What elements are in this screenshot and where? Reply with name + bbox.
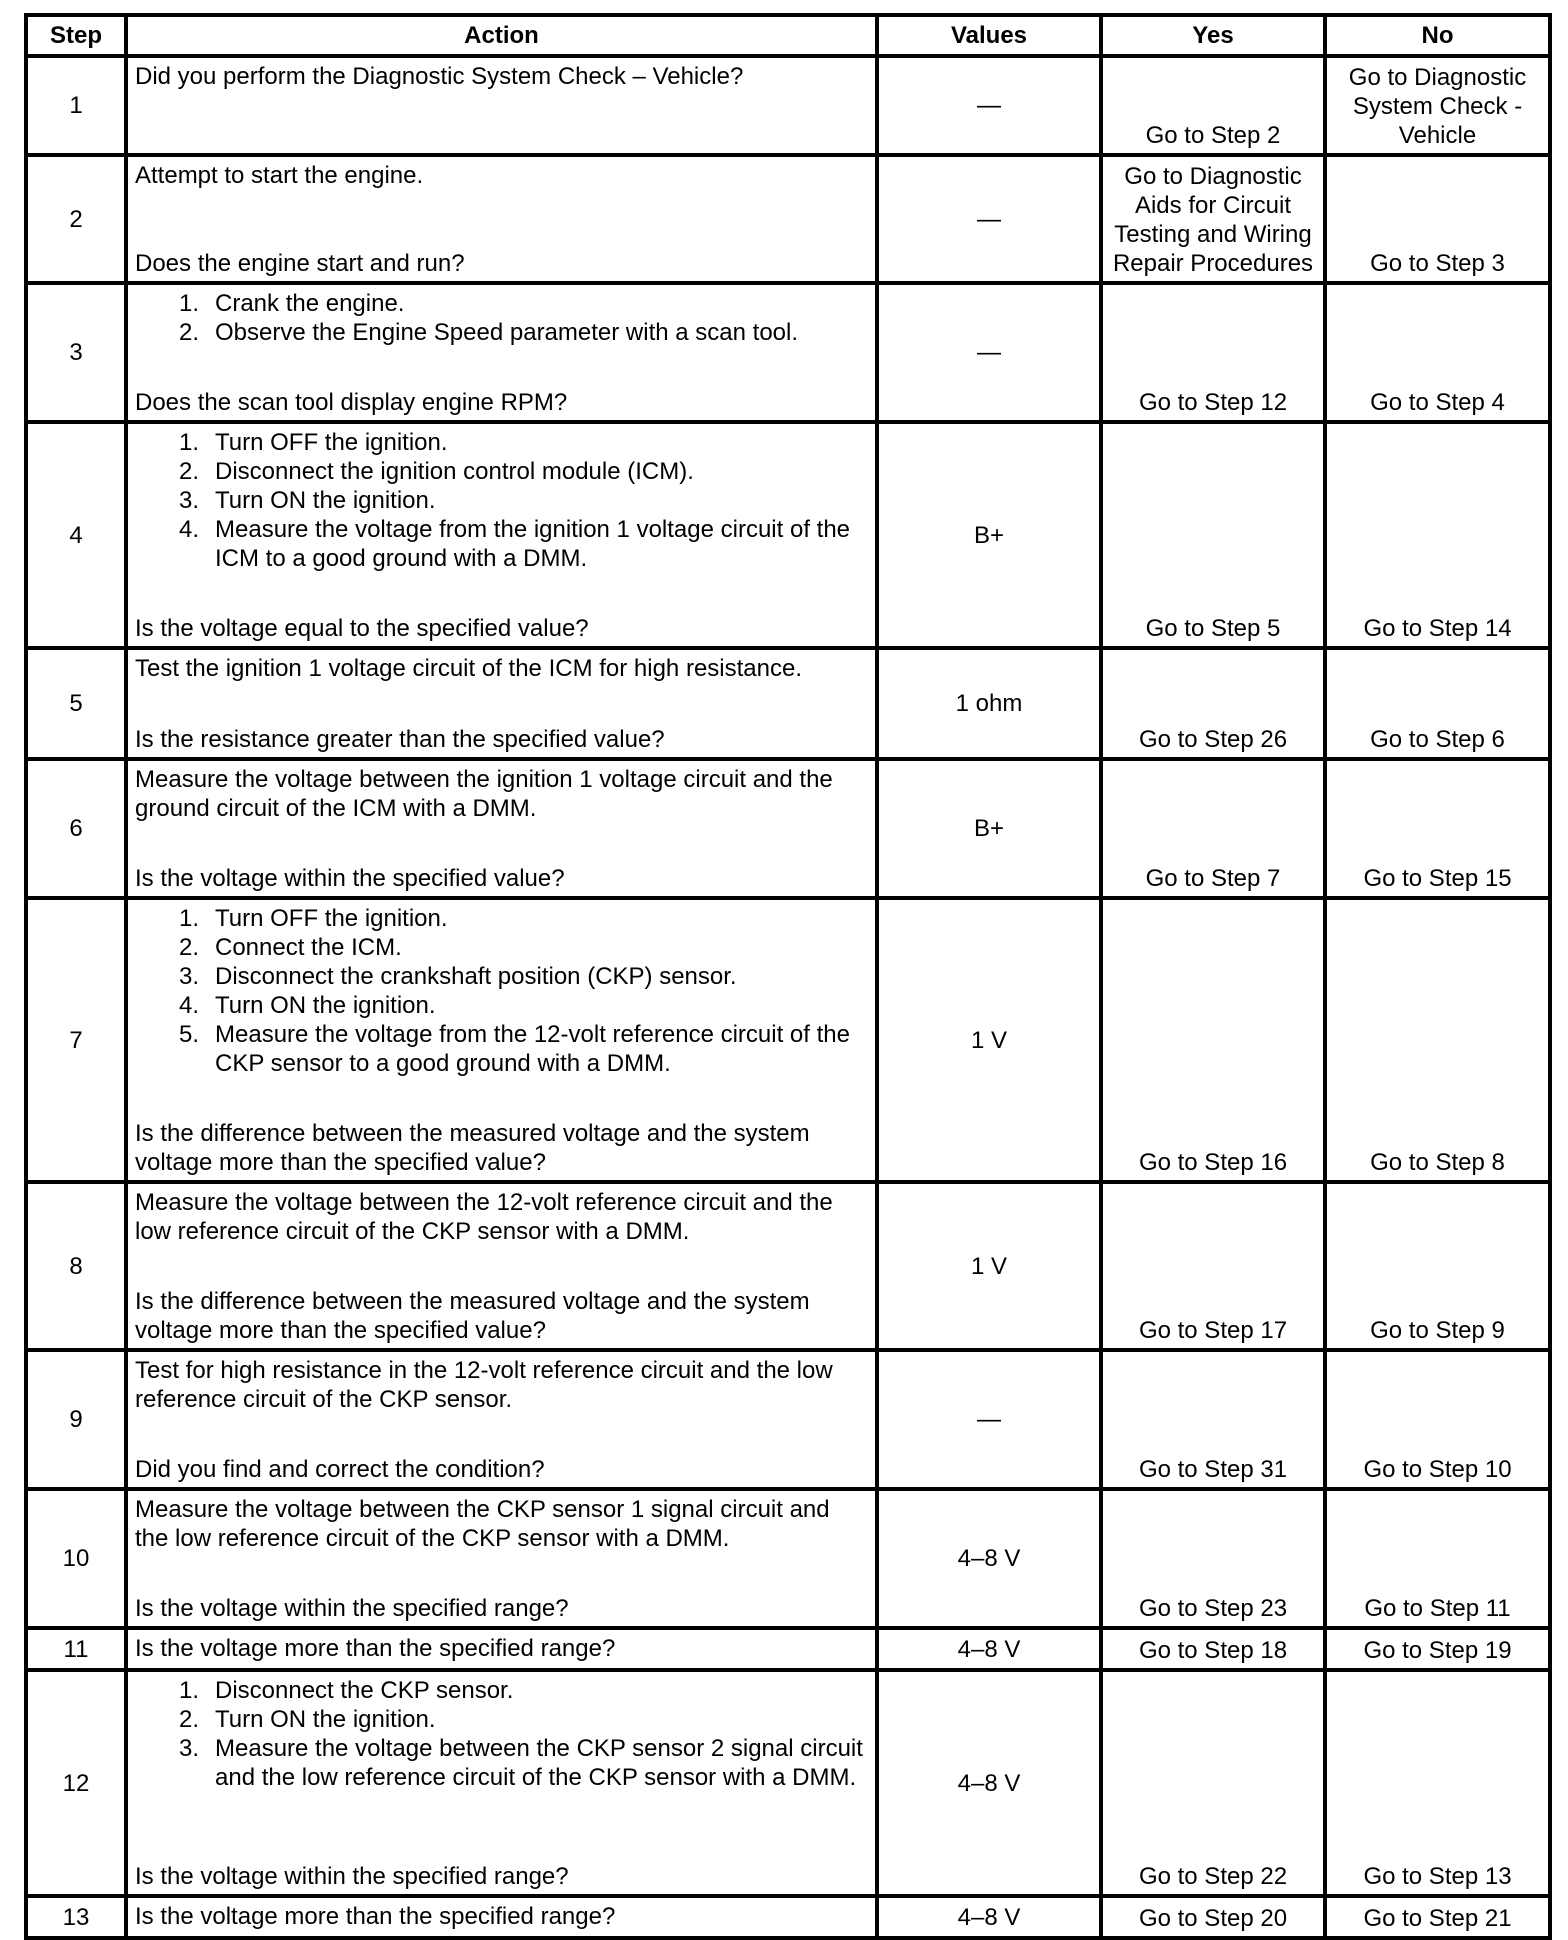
action-step-number: 2. <box>178 458 199 485</box>
action-text: Measure the voltage between the CKP sensor 1 signal circuit and the low reference circuit of the CKP sensor with a DMM. <box>135 1496 830 1552</box>
action-step-number: 1. <box>178 290 199 317</box>
action-question: Does the scan tool display engine RPM? <box>135 389 568 416</box>
header-step: Step <box>28 17 128 58</box>
action-cell <box>128 650 879 761</box>
action-question: Did you find and correct the condition? <box>135 1456 545 1483</box>
action-text: Did you perform the Diagnostic System Check – Vehicle? <box>135 63 744 90</box>
action-cell <box>128 1491 879 1630</box>
action-text: Is the voltage more than the specified range? <box>135 1903 616 1930</box>
yes-cell: Go to Step 18 <box>1103 1630 1327 1672</box>
action-step-item <box>135 1020 869 1078</box>
action-question: Is the difference between the measured voltage and the system voltage more than the specified value? <box>135 1288 810 1344</box>
value-cell: 4–8 V <box>879 1630 1103 1672</box>
no-cell: Go to Step 8 <box>1327 900 1552 1184</box>
no-cell: Go to Step 6 <box>1327 650 1552 761</box>
action-text: Is the voltage more than the specified range? <box>135 1635 616 1662</box>
action-cell <box>128 1630 879 1672</box>
action-steps-list <box>135 289 869 347</box>
yes-cell: Go to Step 22 <box>1103 1672 1327 1898</box>
action-step-item <box>135 1705 869 1734</box>
action-step-text: Turn ON the ignition. <box>215 487 436 514</box>
action-step-text: Turn ON the ignition. <box>215 1706 436 1733</box>
action-cell <box>128 424 879 650</box>
table-row <box>28 1184 1552 1352</box>
yes-cell: Go to Step 26 <box>1103 650 1327 761</box>
step-number: 13 <box>28 1898 128 1940</box>
action-cell <box>128 157 879 285</box>
action-step-number: 1. <box>178 905 199 932</box>
action-step-number: 1. <box>178 1677 199 1704</box>
value-cell: B+ <box>879 761 1103 900</box>
value-cell: — <box>879 285 1103 424</box>
table-row <box>28 58 1552 157</box>
action-step-number: 5. <box>178 1021 199 1048</box>
value-cell: — <box>879 58 1103 157</box>
action-question: Does the engine start and run? <box>135 250 465 277</box>
action-step-item <box>135 428 869 457</box>
action-step-number: 2. <box>178 934 199 961</box>
table-row <box>28 285 1552 424</box>
yes-cell: Go to Step 31 <box>1103 1352 1327 1491</box>
action-cell <box>128 1352 879 1491</box>
step-number: 9 <box>28 1352 128 1491</box>
value-cell: — <box>879 157 1103 285</box>
value-cell: 4–8 V <box>879 1672 1103 1898</box>
table-row <box>28 157 1552 285</box>
no-cell: Go to Step 3 <box>1327 157 1552 285</box>
no-cell: Go to Step 15 <box>1327 761 1552 900</box>
action-step-item <box>135 515 869 573</box>
action-step-item <box>135 1676 869 1705</box>
no-cell: Go to Diagnostic System Check - Vehicle <box>1327 58 1552 157</box>
step-number: 11 <box>28 1630 128 1672</box>
yes-cell: Go to Step 20 <box>1103 1898 1327 1940</box>
action-step-number: 2. <box>178 1706 199 1733</box>
step-number: 3 <box>28 285 128 424</box>
action-step-number: 1. <box>178 429 199 456</box>
action-text: Attempt to start the engine. <box>135 162 424 189</box>
yes-cell: Go to Step 16 <box>1103 900 1327 1184</box>
table-row <box>28 1491 1552 1630</box>
no-cell: Go to Step 21 <box>1327 1898 1552 1940</box>
no-cell: Go to Step 19 <box>1327 1630 1552 1672</box>
action-step-text: Connect the ICM. <box>215 934 402 961</box>
action-step-number: 4. <box>178 516 199 543</box>
action-step-text: Crank the engine. <box>215 290 405 317</box>
action-steps-list <box>135 428 869 573</box>
value-cell: 1 ohm <box>879 650 1103 761</box>
step-number: 4 <box>28 424 128 650</box>
action-step-item <box>135 933 869 962</box>
action-step-item <box>135 318 869 347</box>
action-step-number: 3. <box>178 487 199 514</box>
action-cell <box>128 761 879 900</box>
step-number: 7 <box>28 900 128 1184</box>
diagnostic-table <box>24 13 1552 1940</box>
step-number: 10 <box>28 1491 128 1630</box>
no-cell: Go to Step 13 <box>1327 1672 1552 1898</box>
action-question: Is the difference between the measured voltage and the system voltage more than the specified value? <box>135 1120 810 1176</box>
step-number: 2 <box>28 157 128 285</box>
action-cell <box>128 900 879 1184</box>
table-row <box>28 650 1552 761</box>
action-question: Is the voltage within the specified range? <box>135 1863 569 1890</box>
action-question: Is the voltage within the specified range? <box>135 1595 569 1622</box>
action-step-number: 3. <box>178 1735 199 1762</box>
action-step-text: Turn ON the ignition. <box>215 992 436 1019</box>
value-cell: 1 V <box>879 1184 1103 1352</box>
action-text: Measure the voltage between the ignition 1 voltage circuit and the ground circuit of the ICM with a DMM. <box>135 766 833 822</box>
action-step-text: Turn OFF the ignition. <box>215 429 448 456</box>
action-steps-list <box>135 904 869 1078</box>
action-cell <box>128 58 879 157</box>
action-cell <box>128 1672 879 1898</box>
step-number: 8 <box>28 1184 128 1352</box>
value-cell: 4–8 V <box>879 1491 1103 1630</box>
step-number: 6 <box>28 761 128 900</box>
action-text: Measure the voltage between the 12-volt reference circuit and the low reference circuit of the CKP sensor with a DMM. <box>135 1189 833 1245</box>
yes-cell: Go to Step 23 <box>1103 1491 1327 1630</box>
value-cell: 1 V <box>879 900 1103 1184</box>
action-step-item <box>135 486 869 515</box>
yes-cell: Go to Step 7 <box>1103 761 1327 900</box>
step-number: 1 <box>28 58 128 157</box>
table-row <box>28 900 1552 1184</box>
action-question: Is the resistance greater than the specified value? <box>135 726 665 753</box>
action-step-text: Disconnect the CKP sensor. <box>215 1677 514 1704</box>
no-cell: Go to Step 4 <box>1327 285 1552 424</box>
value-cell: 4–8 V <box>879 1898 1103 1940</box>
action-step-item <box>135 289 869 318</box>
header-yes: Yes <box>1103 17 1327 58</box>
action-question: Is the voltage equal to the specified value? <box>135 615 589 642</box>
value-cell: — <box>879 1352 1103 1491</box>
yes-cell: Go to Step 2 <box>1103 58 1327 157</box>
table-row <box>28 761 1552 900</box>
no-cell: Go to Step 9 <box>1327 1184 1552 1352</box>
yes-cell: Go to Step 17 <box>1103 1184 1327 1352</box>
header-values: Values <box>879 17 1103 58</box>
yes-cell: Go to Step 5 <box>1103 424 1327 650</box>
action-text: Test for high resistance in the 12-volt reference circuit and the low reference circuit of the CKP sensor. <box>135 1357 833 1413</box>
value-cell: B+ <box>879 424 1103 650</box>
action-step-text: Measure the voltage between the CKP sensor 2 signal circuit and the low reference circuit of the CKP sensor with a DMM. <box>215 1735 863 1791</box>
step-number: 5 <box>28 650 128 761</box>
header-action: Action <box>128 17 879 58</box>
table-row <box>28 424 1552 650</box>
action-step-text: Observe the Engine Speed parameter with a scan tool. <box>215 319 799 346</box>
action-step-number: 3. <box>178 963 199 990</box>
action-step-item <box>135 904 869 933</box>
table-row <box>28 1672 1552 1898</box>
action-step-number: 4. <box>178 992 199 1019</box>
table-row <box>28 1630 1552 1672</box>
action-step-text: Measure the voltage from the 12-volt reference circuit of the CKP sensor to a good ground with a DMM. <box>215 1021 850 1077</box>
action-step-text: Disconnect the crankshaft position (CKP) sensor. <box>215 963 737 990</box>
action-question: Is the voltage within the specified value? <box>135 865 565 892</box>
action-step-item <box>135 991 869 1020</box>
action-cell <box>128 1184 879 1352</box>
action-step-item <box>135 962 869 991</box>
action-step-number: 2. <box>178 319 199 346</box>
action-steps-list <box>135 1676 869 1792</box>
no-cell: Go to Step 11 <box>1327 1491 1552 1630</box>
no-cell: Go to Step 14 <box>1327 424 1552 650</box>
action-cell <box>128 285 879 424</box>
yes-cell: Go to Step 12 <box>1103 285 1327 424</box>
action-step-text: Turn OFF the ignition. <box>215 905 448 932</box>
table-row <box>28 1352 1552 1491</box>
action-step-text: Disconnect the ignition control module (ICM). <box>215 458 694 485</box>
action-step-item <box>135 457 869 486</box>
header-no: No <box>1327 17 1552 58</box>
action-step-item <box>135 1734 869 1792</box>
step-number: 12 <box>28 1672 128 1898</box>
action-text: Test the ignition 1 voltage circuit of the ICM for high resistance. <box>135 655 802 682</box>
yes-cell: Go to Diagnostic Aids for Circuit Testing and Wiring Repair Procedures <box>1103 157 1327 285</box>
header-row <box>28 17 1552 58</box>
action-step-text: Measure the voltage from the ignition 1 voltage circuit of the ICM to a good ground with a DMM. <box>215 516 851 572</box>
no-cell: Go to Step 10 <box>1327 1352 1552 1491</box>
